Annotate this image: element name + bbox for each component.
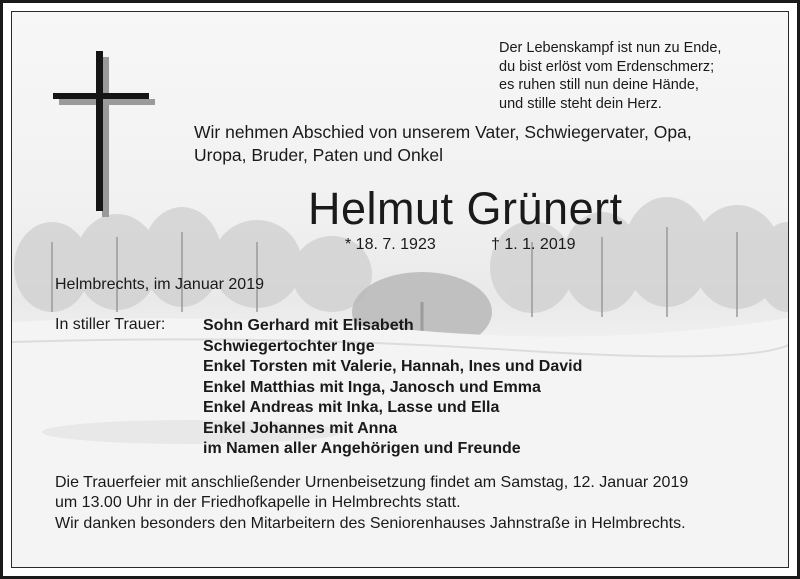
deceased-name: Helmut Grünert xyxy=(308,183,623,234)
birth-date: * 18. 7. 1923 xyxy=(345,236,436,253)
mourners-list xyxy=(203,316,582,460)
intro-line: Uropa, Bruder, Paten und Onkel xyxy=(194,145,444,165)
mourner-line: Enkel Andreas mit Inka, Lasse und Ella xyxy=(203,399,500,416)
place-date: Helmbrechts, im Januar 2019 xyxy=(55,276,264,293)
death-date: † 1. 1. 2019 xyxy=(491,236,576,253)
mourner-line: Enkel Torsten mit Valerie, Hannah, Ines und David xyxy=(203,358,583,375)
poem-line: Der Lebenskampf ist nun zu Ende, xyxy=(499,40,722,56)
mourner-line: im Namen aller Angehörigen und Freunde xyxy=(203,440,521,457)
mourning-label: In stiller Trauer: xyxy=(55,316,166,333)
funeral-line: um 13.00 Uhr in der Friedhofkapelle in Helmbrechts statt. xyxy=(55,494,461,511)
mourner-line: Enkel Matthias mit Inga, Janosch und Emma xyxy=(203,378,541,396)
mourner-line: Enkel Johannes mit Anna xyxy=(203,419,398,437)
poem-line: du bist erlöst vom Erdenschmerz; xyxy=(499,58,715,75)
poem-line: und stille steht dein Herz. xyxy=(499,95,662,112)
intro-line: Wir nehmen Abschied von unserem Vater, Schwiegervater, Opa, xyxy=(194,122,692,142)
intro-text xyxy=(194,121,692,167)
mourner-line: Sohn Gerhard mit Elisabeth xyxy=(203,317,414,334)
funeral-notice xyxy=(55,473,688,513)
cross-icon xyxy=(53,51,159,219)
poem-line: es ruhen still nun deine Hände, xyxy=(499,77,699,93)
funeral-line: Die Trauerfeier mit anschließender Urnenbeisetzung findet am Samstag, 12. Januar 2019 xyxy=(55,474,689,491)
poem xyxy=(499,39,721,113)
mourner-line: Schwiegertochter Inge xyxy=(203,337,375,355)
thanks-note: Wir danken besonders den Mitarbeitern des Seniorenhauses Jahnstraße in Helmbrechts. xyxy=(55,515,686,532)
